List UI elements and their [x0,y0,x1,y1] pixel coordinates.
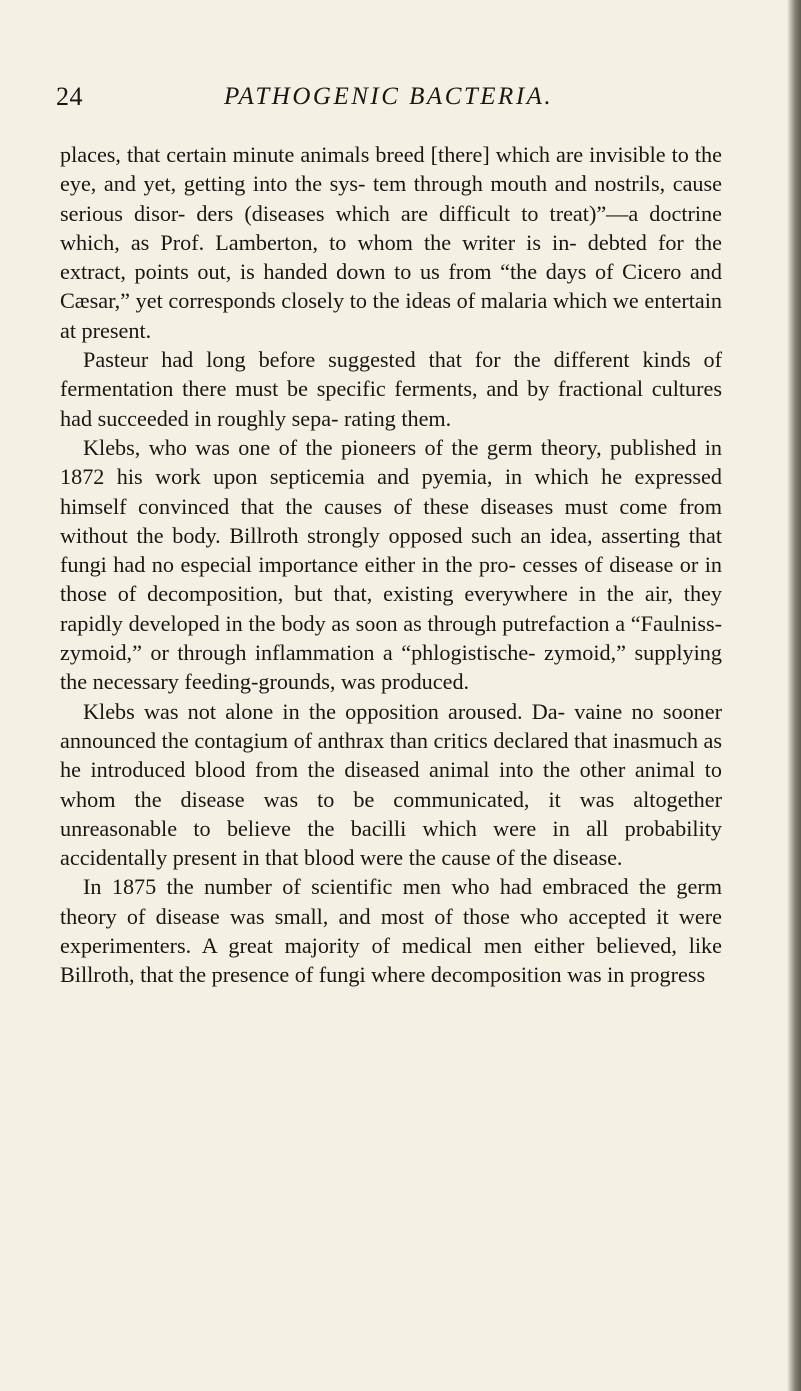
running-head [56,79,716,115]
page-number: 24 [56,82,83,111]
paragraph-pasteur: Pasteur had long before suggested that for the different kinds of fermentation there must be specific ferments, and by fractional cultures had succeeded in roughly sepa- rating them. [60,347,722,431]
paragraph-klebs-theory: Klebs, who was one of the pioneers of the germ theory, published in 1872 his work upon septicemia and pyemia, in which he expressed himself convinced that the causes of these diseases must come from without the body. Billroth strongly opposed such an idea, asserting that fungi had no especial importance either in the pro- cesses of disease or in those of decomposition, but that, existing everywhere in the air, they rapidly developed in the body as soon as through putrefaction a “Faulniss- zymoid,” or through inflammation a “phlogistische- zymoid,” supplying the necessary feeding-grounds, was produced. [60,434,722,695]
paragraph-continued: places, that certain minute animals breed [there] which are invisible to the eye, and yet, getting into the sys- tem through mouth and nostrils, cause serious disor- ders (diseases which are difficult to treat)”—a doctrine which, as Prof. Lamberton, to whom the writer is in- debted for the extract, points out, is handed down to us from “the days of Cicero and Cæsar,” yet corresponds closely to the ideas of malaria which we entertain at present. [60,142,722,343]
running-title: PATHOGENIC BACTERIA. [224,83,554,110]
paragraph-1875: In 1875 the number of scientific men who had embraced the germ theory of disease was small, and most of those who accepted it were experimenters. A great majority of medical men either believed, like Billroth, that the presence of fungi where decomposition was in progress [60,874,722,988]
body-text [60,140,722,990]
paragraph-klebs-opposition: Klebs was not alone in the opposition aroused. Da- vaine no sooner announced the contagium of anthrax than critics declared that inasmuch as he introduced blood from the diseased animal into the other animal to whom the disease was to be communicated, it was altogether unreasonable to believe the bacilli which were in all probability accidentally present in that blood were the cause of the disease. [60,698,722,871]
page-edge-shadow [787,0,801,1391]
